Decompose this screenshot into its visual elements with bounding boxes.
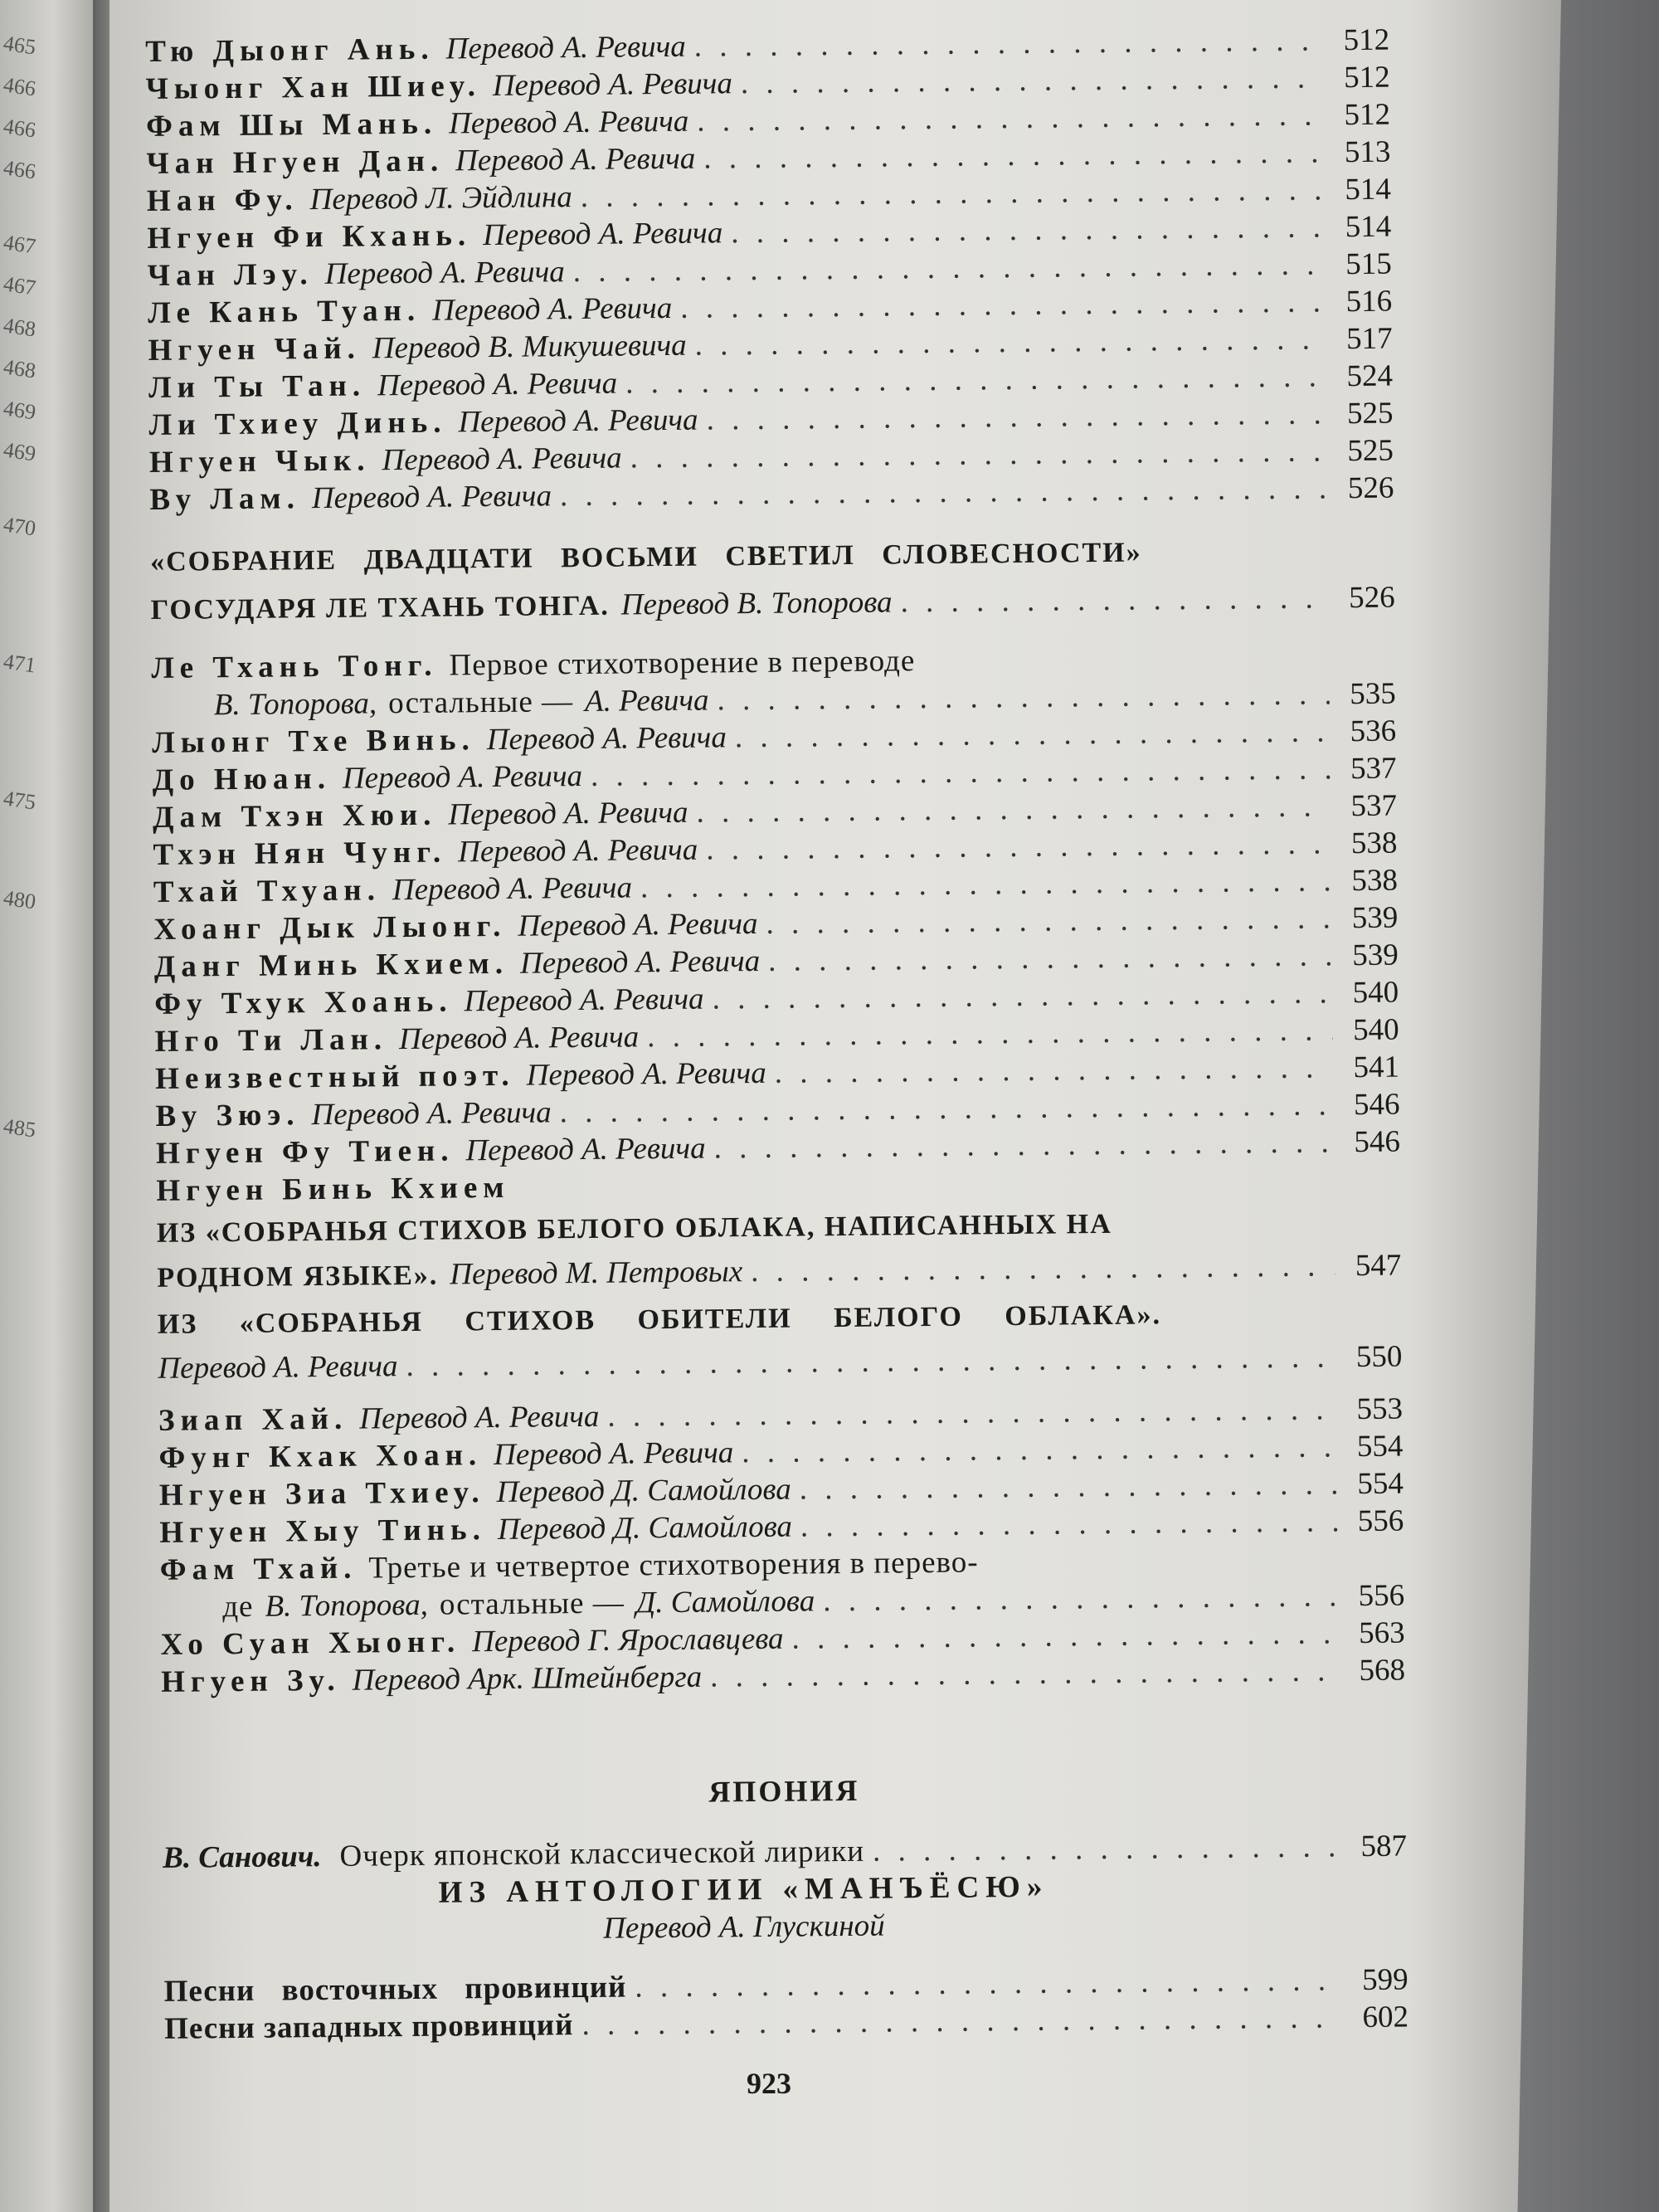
entry-page: 547 [1355, 1248, 1402, 1284]
entry-translator: Перевод А. Ревича [465, 1131, 706, 1168]
entry-page: 524 [1346, 358, 1394, 394]
essay-title: Очерк японской классической лирики [339, 1834, 865, 1873]
entry-page: 556 [1358, 1578, 1405, 1614]
dot-leader [800, 1465, 1338, 1508]
dot-leader [717, 675, 1330, 719]
left-page-number: 471 [2, 649, 37, 678]
entry-translator: Перевод Арк. Штейнберга [352, 1659, 703, 1698]
dot-leader [731, 208, 1326, 251]
dot-leader [560, 470, 1328, 514]
table-of-contents [145, 22, 1408, 2048]
left-page-number: 480 [2, 885, 37, 914]
dot-leader [766, 899, 1331, 943]
sub-collection-title: ИЗ «СОБРАНЬЯ СТИХОВ ОБИТЕЛИ БЕЛОГО ОБЛАКА». [157, 1299, 1162, 1340]
entry-author: Нан Фу. [146, 183, 299, 218]
entry-translator: Перевод А. Ревича [448, 795, 688, 832]
dot-leader [751, 1247, 1335, 1290]
entry-author: Нгуен Хыу Тинь. [159, 1513, 487, 1550]
entry-translator: Д. Самойлова [635, 1584, 815, 1620]
entry-page: 512 [1344, 97, 1391, 133]
entry-page: 514 [1345, 209, 1392, 245]
entry-page: 602 [1362, 2000, 1409, 2035]
left-page-number: 466 [2, 72, 37, 101]
entry-page: 556 [1357, 1503, 1404, 1539]
entry-author: Ле Тхань Тонг. [151, 648, 438, 685]
anthology-heading: ИЗ АНТОЛОГИИ «МАНЪЁСЮ» [438, 1869, 1049, 1910]
right-shadow [1410, 0, 1659, 2212]
entry-author: Дам Тхэн Хюи. [152, 797, 437, 835]
entry-page: 599 [1361, 1962, 1408, 1998]
dot-leader [768, 937, 1332, 980]
entry-author: Нгуен Зу. [160, 1663, 341, 1699]
left-page-edge [0, 0, 98, 2212]
entry-translator: Перевод А. Ревича [455, 141, 696, 178]
entry-page: 546 [1354, 1124, 1401, 1160]
entry-author: Тхай Тхуан. [153, 873, 382, 909]
entry-translator: Перевод А. Ревича [519, 943, 761, 981]
dot-leader [742, 1428, 1337, 1471]
dot-leader [706, 825, 1331, 868]
entry-translator: А. Ревича [584, 683, 709, 719]
entry-author: Фам Шы Мань. [145, 106, 438, 144]
entry-translator: Перевод А. Ревича [482, 216, 723, 253]
entry-page: 536 [1350, 714, 1397, 749]
entry-author: Нгуен Фу Тиен. [155, 1133, 455, 1171]
dot-leader [406, 1338, 1335, 1385]
entry-translator: Перевод Л. Эйдлина [309, 180, 572, 217]
entry-translator: Перевод Д. Самойлова [497, 1509, 793, 1547]
entry-page: 512 [1343, 22, 1390, 58]
collection-title-line [150, 532, 1394, 581]
left-page-number: 466 [2, 155, 37, 184]
dot-leader [713, 1123, 1334, 1167]
entry-page: 554 [1356, 1429, 1404, 1464]
entry-translator: Перевод В. Микушевича [372, 328, 687, 366]
entry-page: 514 [1345, 172, 1392, 207]
entry-translator: Перевод А. Ревича [448, 104, 689, 141]
entry-translator: В. Топорова, [265, 1587, 429, 1624]
entry-page: 538 [1351, 863, 1399, 899]
entry-page: 526 [1348, 580, 1395, 616]
dot-leader [735, 713, 1331, 756]
entry-note: де [222, 1589, 254, 1625]
entry-translator: В. Топорова, [213, 686, 377, 723]
dot-leader [791, 1615, 1338, 1657]
left-page-number: 468 [2, 354, 37, 383]
entry-translator: Перевод Г. Ярославцева [471, 1621, 784, 1659]
entry-author: Чан Лэу. [147, 257, 314, 293]
entry-page: 568 [1359, 1653, 1406, 1688]
entry-translator: Перевод А. Ревича [377, 366, 618, 403]
entry-author: Ву Лам. [149, 481, 301, 517]
entry-author: Зиап Хай. [158, 1401, 348, 1438]
entry-page: 563 [1358, 1615, 1405, 1651]
entry-translator: Перевод А. Ревича [342, 758, 583, 796]
collection-title-cont: ГОСУДАРЯ ЛЕ ТХАНЬ ТОНГА. [150, 590, 611, 626]
entry-title: Песни западных провинций [163, 2008, 574, 2046]
dot-leader [697, 96, 1324, 139]
entry-translator: Перевод А. Ревича [158, 1349, 398, 1386]
entry-author: Фунг Кхак Хоан. [158, 1438, 483, 1475]
entry-translator: Перевод А. Ревича [493, 1435, 734, 1473]
entry-author: Данг Минь Кхием. [153, 946, 509, 984]
left-page-number: 475 [2, 786, 37, 815]
entry-translator: Перевод А. Ревича [458, 402, 698, 440]
entry-page: 538 [1350, 826, 1398, 861]
entry-page: 535 [1350, 676, 1396, 712]
dot-leader [775, 1049, 1334, 1091]
entry-author: Ли Тхиеу Динь. [148, 405, 447, 442]
entry-page: 513 [1344, 134, 1391, 170]
entry-page: 539 [1352, 938, 1399, 973]
entry-page: 539 [1351, 900, 1399, 936]
dot-leader [694, 320, 1326, 363]
entry-translator: Перевод А. Ревича [398, 1020, 640, 1057]
dot-leader [900, 579, 1328, 621]
dot-leader [800, 1503, 1338, 1545]
entry-note: остальные — [387, 685, 574, 721]
entry-page: 515 [1345, 246, 1392, 282]
entry-translator: Перевод А. Ревича [431, 290, 673, 328]
dot-leader [625, 358, 1326, 402]
toc-entry-line [158, 1338, 1402, 1387]
entry-note: остальные — [439, 1586, 625, 1622]
dot-leader [710, 1652, 1339, 1695]
left-page-number: 485 [2, 1113, 37, 1143]
entry-page: 553 [1356, 1391, 1404, 1427]
dot-leader [741, 59, 1324, 102]
entry-author: Хо Суан Хыонг. [160, 1625, 461, 1662]
entry-author: Нго Ти Лан. [154, 1022, 388, 1059]
toc-entry-multiline [151, 638, 1396, 724]
entry-author: Тю Дыонг Ань. [145, 32, 435, 69]
toc-entry-nguyen-binh-khiem [156, 1161, 1402, 1387]
entry-author: Ли Ты Тан. [148, 368, 367, 405]
entry-author: Нгуен Зиа Тхиеу. [158, 1475, 485, 1513]
entry-author: Лыонг Тхе Винь. [152, 723, 475, 760]
entry-author: Неизвестный поэт. [154, 1058, 515, 1096]
dot-leader [581, 1999, 1342, 2044]
dot-leader [712, 974, 1332, 1017]
left-page-number: 470 [2, 512, 37, 541]
dot-leader [635, 1961, 1342, 2005]
entry-page: 526 [1347, 470, 1394, 506]
toc-entry-multiline [160, 1540, 1405, 1626]
sub-collection-title: ИЗ «СОБРАНЬЯ СТИХОВ БЕЛОГО ОБЛАКА, НАПИСАННЫХ НА [156, 1208, 1112, 1249]
toc-entry-line [157, 1203, 1401, 1252]
toc-entry-line [158, 1294, 1402, 1343]
left-page-number: 467 [2, 271, 37, 300]
toc-group-3 [158, 1391, 1404, 1552]
entry-page: 537 [1350, 751, 1397, 787]
dot-leader [696, 787, 1331, 831]
entry-note: Первое стихотворение в переводе [449, 644, 916, 683]
entry-note: Третье и четвертое стихотворения в перево- [368, 1545, 979, 1586]
entry-author: Чан Нгуен Дан. [146, 144, 445, 181]
entry-translator: Перевод А. Ревича [464, 982, 704, 1019]
entry-translator: Перевод А. Ревича [486, 720, 727, 758]
left-page-number: 469 [2, 396, 37, 425]
collection-title: «СОБРАНИЕ ДВАДЦАТИ ВОСЬМИ СВЕТИЛ СЛОВЕСНОСТИ» [149, 537, 1142, 577]
entry-translator: Перевод М. Петровых [450, 1255, 743, 1292]
entry-page: 554 [1357, 1466, 1404, 1502]
entry-translator: Перевод А. Ревича [457, 832, 698, 870]
entry-author: Нгуен Чык. [148, 443, 371, 480]
dot-leader [694, 22, 1324, 65]
entry-author: Фу Тхук Хоань. [154, 984, 453, 1021]
entry-translator: Перевод А. Ревича [526, 1055, 766, 1093]
entry-page: 541 [1353, 1050, 1400, 1085]
entry-page: 540 [1352, 1012, 1399, 1048]
entry-page: 540 [1352, 975, 1399, 1011]
dot-leader [630, 432, 1327, 476]
dot-leader [647, 1011, 1333, 1055]
entry-author: До Нюан. [152, 761, 332, 797]
left-page-number: 467 [2, 230, 37, 259]
dot-leader [823, 1577, 1338, 1620]
entry-translator: Перевод А. Ревича [492, 66, 733, 103]
left-page-number: 468 [2, 313, 37, 342]
toc-entry [150, 579, 1394, 628]
toc-group-4 [160, 1615, 1405, 1701]
toc-entry-line [157, 1247, 1401, 1296]
entry-translator: Перевод А. Ревича [392, 870, 633, 908]
entry-translator: Перевод А. Ревича [324, 255, 565, 291]
entry-translator: Перевод А. Ревича [359, 1399, 600, 1436]
entry-author: Фам Тхай. [159, 1551, 358, 1587]
entry-translator: Перевод А. Ревича [311, 479, 552, 516]
dot-leader [706, 395, 1326, 438]
entry-page: 537 [1350, 788, 1398, 824]
entry-page: 512 [1343, 60, 1390, 95]
dot-leader [680, 283, 1326, 326]
entry-translator: Перевод А. Ревича [311, 1095, 552, 1133]
entry-author: Ву Зюэ. [155, 1098, 300, 1133]
entry-author: Тхэн Нян Чунг. [153, 835, 447, 872]
entry-translator: Перевод А. Ревича [445, 29, 686, 66]
dot-leader [640, 862, 1331, 906]
toc-group-japan [163, 1961, 1408, 2047]
entry-author: Нгуен Чай. [148, 331, 362, 368]
left-page-number: 466 [2, 114, 37, 143]
dot-leader [873, 1828, 1340, 1869]
left-page-number: 465 [2, 31, 37, 60]
entry-author: Ле Кань Туан. [148, 293, 421, 330]
entry-page: 517 [1345, 321, 1393, 357]
essay-author: В. Санович. [162, 1839, 322, 1875]
anthology-translator: Перевод А. Глускиной [603, 1908, 885, 1946]
sub-collection-title-cont: РОДНОМ ЯЗЫКЕ». [157, 1259, 439, 1294]
entry-page: 587 [1360, 1829, 1408, 1864]
collection-block [150, 532, 1395, 628]
entry-author: Чыонг Хан Шиеу. [145, 69, 482, 106]
left-page-number: 469 [2, 437, 37, 466]
dot-leader [703, 134, 1325, 177]
entry-translator: Перевод А. Ревича [518, 906, 758, 943]
entry-author: Нгуен Фи Кхань. [147, 218, 472, 256]
page-number: 923 [747, 2067, 791, 2100]
toc-group-2 [152, 713, 1400, 1172]
entry-author: Хоанг Дык Лыонг. [153, 909, 507, 947]
entry-translator: Перевод А. Ревича [382, 441, 622, 478]
entry-translator: Перевод Д. Самойлова [496, 1472, 791, 1510]
entry-page: 546 [1353, 1087, 1400, 1123]
entry-page: 516 [1345, 284, 1393, 319]
entry-page: 525 [1347, 433, 1394, 469]
section-title-japan: ЯПОНИЯ [708, 1773, 860, 1809]
toc-group-1 [145, 22, 1394, 519]
entry-author: Нгуен Бинь Кхием [156, 1170, 510, 1208]
entry-title: Песни восточных провинций [163, 1970, 627, 2009]
entry-translator: Перевод В. Топорова [620, 585, 893, 622]
entry-page: 525 [1346, 396, 1394, 431]
entry-page: 550 [1355, 1339, 1403, 1375]
